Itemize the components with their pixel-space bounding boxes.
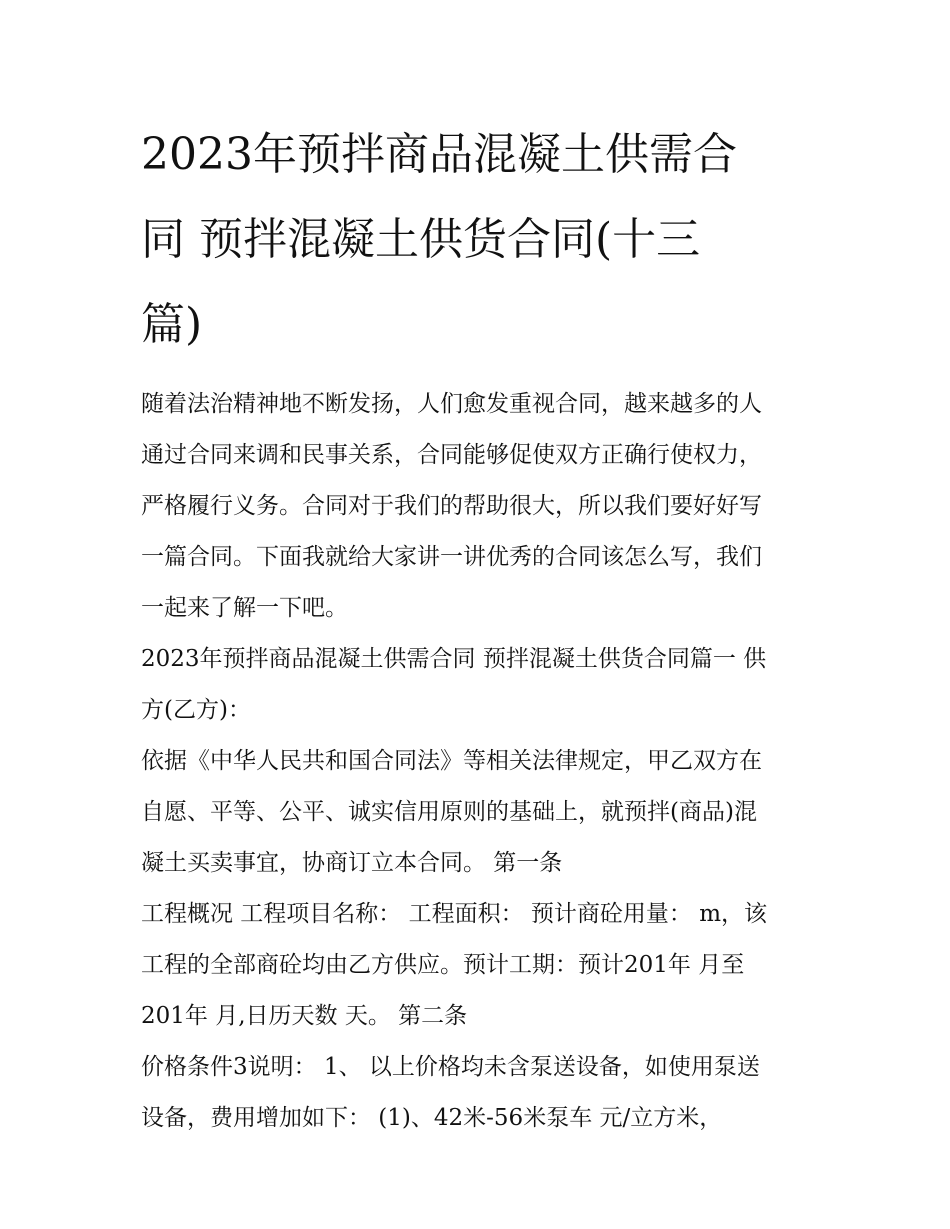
text-line: 201年 月,日历天数 天。 第二条	[141, 1003, 468, 1029]
text-line: 2023年预拌商品混凝土供需合同 预拌混凝土供货合同篇一 供	[141, 646, 767, 672]
text-line: 工程的全部商砼均由乙方供应。预计工期：预计201年 月至	[141, 952, 745, 978]
document-page	[141, 112, 813, 1144]
section-heading-paragraph	[141, 634, 813, 736]
document-title	[141, 112, 813, 367]
text-line: 价格条件3说明： 1、 以上价格均未含泵送设备，如使用泵送	[141, 1054, 760, 1080]
title-line: 同 预拌混凝土供货合同(十三	[141, 214, 701, 265]
text-line: 自愿、平等、公平、诚实信用原则的基础上，就预拌(商品)混	[141, 799, 757, 825]
price-terms-paragraph	[141, 1042, 813, 1144]
text-line: 工程概况 工程项目名称： 工程面积： 预计商砼用量： m，该	[141, 901, 768, 927]
text-line: 依据《中华人民共和国合同法》等相关法律规定，甲乙双方在	[141, 748, 762, 774]
intro-paragraph	[141, 379, 813, 634]
text-line: 凝土买卖事宜，协商订立本合同。 第一条	[141, 850, 563, 876]
project-overview-paragraph	[141, 889, 813, 1042]
title-line: 篇)	[141, 299, 203, 350]
text-line: 严格履行义务。合同对于我们的帮助很大，所以我们要好好写	[141, 493, 762, 519]
text-line: 一篇合同。下面我就给大家讲一讲优秀的合同该怎么写，我们	[141, 544, 762, 570]
document-body	[141, 379, 813, 1144]
text-line: 随着法治精神地不断发扬，人们愈发重视合同，越来越多的人	[141, 391, 762, 417]
legal-basis-paragraph	[141, 736, 813, 889]
title-line: 2023年预拌商品混凝土供需合	[141, 129, 737, 180]
text-line: 方(乙方)：	[141, 697, 251, 723]
text-line: 设备，费用增加如下： (1)、42米-56米泵车 元/立方米，	[141, 1105, 723, 1131]
text-line: 通过合同来调和民事关系，合同能够促使双方正确行使权力，	[141, 442, 762, 468]
text-line: 一起来了解一下吧。	[141, 595, 348, 621]
